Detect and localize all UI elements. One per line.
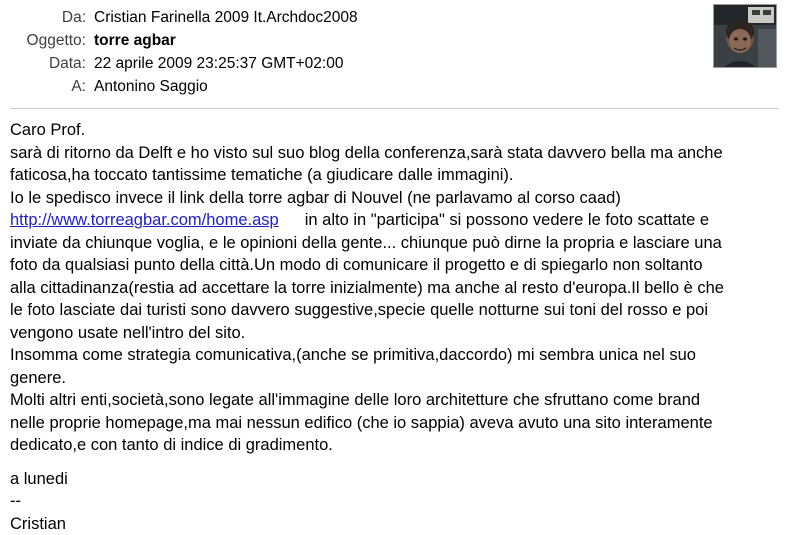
torreagbar-link[interactable]: http://www.torreagbar.com/home.asp	[10, 211, 279, 229]
paragraph-4-line-2: genere.	[10, 367, 777, 390]
paragraph-3-line-4: alla cittadinanza(restia ad accettare la torre inizialmente) ma anche al resto d'europa.Il bello è che	[10, 277, 777, 300]
date-value: 22 aprile 2009 23:25:37 GMT+02:00	[94, 52, 358, 75]
header-row-subject	[0, 29, 358, 52]
signature-name: Cristian	[10, 513, 777, 535]
paragraph-5-line-1: Molti altri enti,società,sono legate all'immagine delle loro architetture che sfruttano come brand	[10, 389, 777, 412]
paragraph-3-line-2: inviate da chiunque voglia, e le opinioni della gente... chiunque può dirne la propria e lasciare una	[10, 232, 777, 255]
paragraph-1-line-1: sarà di ritorno da Delft e ho visto sul suo blog della conferenza,sarà stata davvero bella ma anche	[10, 142, 777, 165]
subject-label: Oggetto:	[0, 29, 94, 52]
header-row-date	[0, 52, 358, 75]
avatar-photo-icon	[714, 5, 776, 67]
paragraph-3-line-5: le foto lasciate dai turisti sono davvero suggestive,specie quelle notturne sui toni del rosso e poi	[10, 299, 777, 322]
paragraph-3-line-3: foto da qualsiasi punto della città.Un modo di comunicare il progetto e di spiegarlo non soltanto	[10, 254, 777, 277]
paragraph-3-line-6: vengono usate nell'intro del sito.	[10, 322, 777, 345]
header-row-from	[0, 6, 358, 29]
paragraph-4-line-1: Insomma come strategia comunicativa,(anche se primitiva,daccordo) mi sembra unica nel suo	[10, 344, 777, 367]
greeting-line: Caro Prof.	[10, 119, 777, 142]
paragraph-2: Io le spedisco invece il link della torre agbar di Nouvel (ne parlavamo al corso caad)	[10, 187, 777, 210]
date-label: Data:	[0, 52, 94, 75]
to-label: A:	[0, 75, 94, 98]
closing-line: a lunedi	[10, 468, 777, 491]
avatar	[713, 4, 777, 68]
paragraph-5-line-2: nelle proprie homepage,ma mai nessun edifico (che io sappia) aveva avuto una sito interamente	[10, 412, 777, 435]
paragraph-3-line-1	[10, 209, 777, 232]
to-value: Antonino Saggio	[94, 75, 358, 98]
paragraph-5-line-3: dedicato,e con tanto di indice di gradimento.	[10, 434, 777, 457]
paragraph-3-line-1-text: in alto in "participa" si possono vedere le foto scattate e	[305, 211, 709, 229]
from-value: Cristian Farinella 2009 It.Archdoc2008	[94, 6, 358, 29]
email-header	[0, 0, 789, 98]
subject-value: torre agbar	[94, 29, 358, 52]
paragraph-1-line-2: faticosa,ha toccato tantissime tematiche (a giudicare dalle immagini).	[10, 164, 777, 187]
header-row-to	[0, 75, 358, 98]
header-fields-table	[0, 6, 358, 98]
from-label: Da:	[0, 6, 94, 29]
signature-dashes: --	[10, 490, 777, 513]
email-body	[0, 109, 789, 535]
closing-spacer	[10, 457, 777, 468]
